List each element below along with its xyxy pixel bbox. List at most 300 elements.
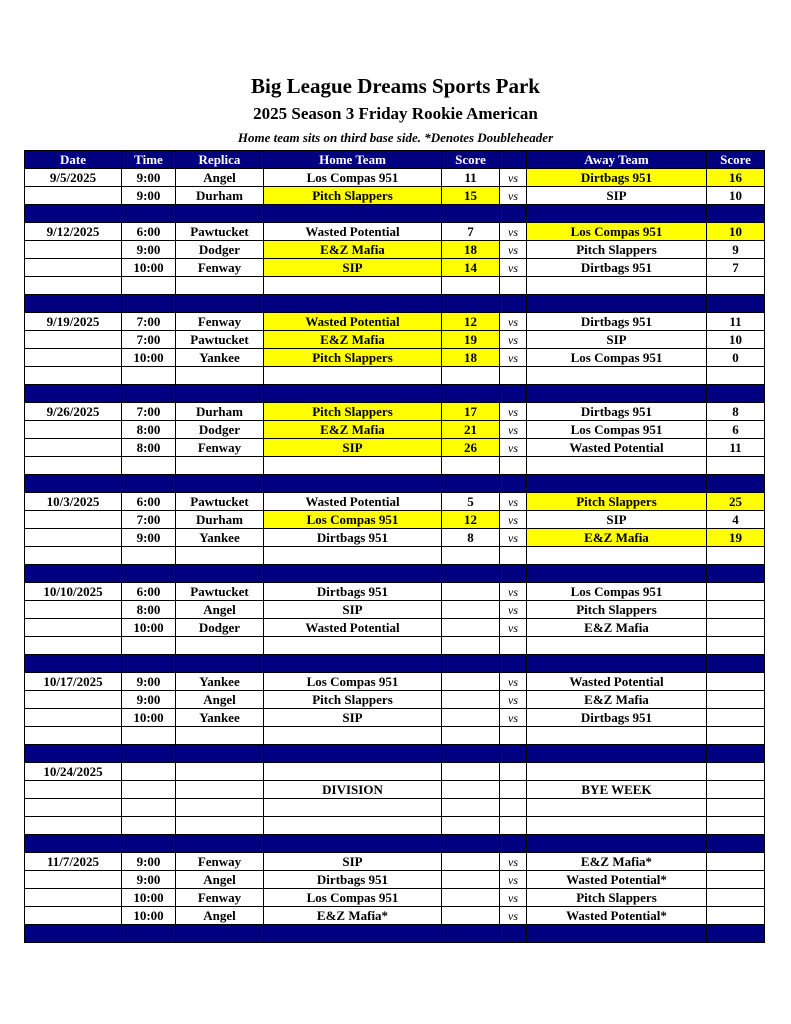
- cell-replica: Dodger: [176, 241, 264, 259]
- table-row: [25, 853, 765, 871]
- separator-cell: [264, 925, 442, 943]
- cell-vs: vs: [500, 907, 527, 925]
- blank-row: [25, 547, 765, 565]
- cell-away-team: BYE WEEK: [527, 781, 707, 799]
- cell-replica: Durham: [176, 511, 264, 529]
- cell-home-score: [442, 763, 500, 781]
- cell-home-team: SIP: [264, 259, 442, 277]
- cell-date: [25, 187, 122, 205]
- cell-date: [25, 529, 122, 547]
- cell-time: 8:00: [122, 439, 176, 457]
- blank-cell: [527, 637, 707, 655]
- table-row: [25, 313, 765, 331]
- cell-date: [25, 619, 122, 637]
- table-row: [25, 421, 765, 439]
- cell-home-team: [264, 799, 442, 817]
- blank-cell: [264, 457, 442, 475]
- cell-home-team: Wasted Potential: [264, 313, 442, 331]
- cell-home-score: 8: [442, 529, 500, 547]
- separator-cell: [176, 205, 264, 223]
- cell-date: 10/10/2025: [25, 583, 122, 601]
- blank-cell: [176, 277, 264, 295]
- cell-home-score: 14: [442, 259, 500, 277]
- cell-home-score: 7: [442, 223, 500, 241]
- cell-time: 7:00: [122, 403, 176, 421]
- blank-cell: [500, 727, 527, 745]
- blank-cell: [527, 547, 707, 565]
- cell-replica: Fenway: [176, 853, 264, 871]
- cell-time: 6:00: [122, 493, 176, 511]
- table-row: [25, 259, 765, 277]
- cell-away-score: [707, 799, 765, 817]
- cell-home-score: [442, 673, 500, 691]
- blank-cell: [527, 457, 707, 475]
- cell-time: 6:00: [122, 583, 176, 601]
- cell-home-score: [442, 799, 500, 817]
- blank-cell: [264, 367, 442, 385]
- cell-vs: vs: [500, 421, 527, 439]
- cell-time: 10:00: [122, 259, 176, 277]
- table-header-row: [25, 151, 765, 169]
- separator-cell: [527, 205, 707, 223]
- cell-time: [122, 781, 176, 799]
- blank-row: [25, 727, 765, 745]
- cell-home-score: 26: [442, 439, 500, 457]
- cell-home-score: [442, 781, 500, 799]
- cell-home-score: 15: [442, 187, 500, 205]
- cell-date: [25, 241, 122, 259]
- cell-vs: vs: [500, 331, 527, 349]
- cell-away-score: 11: [707, 313, 765, 331]
- separator-cell: [122, 385, 176, 403]
- cell-vs: vs: [500, 583, 527, 601]
- separator-cell: [500, 385, 527, 403]
- cell-away-team: Pitch Slappers: [527, 889, 707, 907]
- cell-vs: vs: [500, 673, 527, 691]
- cell-replica: [176, 763, 264, 781]
- blank-cell: [500, 547, 527, 565]
- separator-cell: [500, 835, 527, 853]
- col-header-date: Date: [25, 151, 122, 169]
- week-separator: [25, 565, 765, 583]
- table-row: [25, 907, 765, 925]
- blank-cell: [176, 457, 264, 475]
- schedule-body: [25, 169, 765, 943]
- separator-cell: [264, 205, 442, 223]
- cell-away-score: [707, 583, 765, 601]
- separator-cell: [176, 475, 264, 493]
- cell-home-team: [264, 763, 442, 781]
- table-row: [25, 349, 765, 367]
- cell-time: 8:00: [122, 421, 176, 439]
- cell-home-score: 18: [442, 241, 500, 259]
- cell-home-team: SIP: [264, 601, 442, 619]
- blank-cell: [176, 637, 264, 655]
- blank-cell: [264, 637, 442, 655]
- blank-cell: [176, 817, 264, 835]
- blank-cell: [527, 727, 707, 745]
- cell-away-team: [527, 763, 707, 781]
- separator-cell: [122, 925, 176, 943]
- blank-cell: [122, 637, 176, 655]
- separator-cell: [122, 565, 176, 583]
- cell-away-score: 25: [707, 493, 765, 511]
- cell-home-score: 12: [442, 313, 500, 331]
- table-row: [25, 169, 765, 187]
- cell-away-team: Wasted Potential*: [527, 907, 707, 925]
- cell-home-team: Pitch Slappers: [264, 187, 442, 205]
- table-row: [25, 529, 765, 547]
- cell-vs: vs: [500, 241, 527, 259]
- cell-date: [25, 889, 122, 907]
- separator-cell: [707, 475, 765, 493]
- cell-home-team: Dirtbags 951: [264, 529, 442, 547]
- table-row: [25, 331, 765, 349]
- blank-cell: [500, 277, 527, 295]
- blank-cell: [707, 457, 765, 475]
- blank-cell: [500, 817, 527, 835]
- blank-cell: [442, 367, 500, 385]
- cell-vs: vs: [500, 187, 527, 205]
- cell-replica: Angel: [176, 871, 264, 889]
- cell-vs: vs: [500, 511, 527, 529]
- cell-time: [122, 799, 176, 817]
- table-row: [25, 493, 765, 511]
- cell-home-score: 18: [442, 349, 500, 367]
- blank-cell: [25, 547, 122, 565]
- cell-vs: vs: [500, 169, 527, 187]
- separator-cell: [25, 475, 122, 493]
- cell-time: 9:00: [122, 529, 176, 547]
- blank-cell: [122, 547, 176, 565]
- cell-away-score: 10: [707, 187, 765, 205]
- cell-home-score: [442, 601, 500, 619]
- cell-away-score: 11: [707, 439, 765, 457]
- separator-cell: [25, 385, 122, 403]
- cell-away-team: Pitch Slappers: [527, 601, 707, 619]
- separator-cell: [176, 835, 264, 853]
- cell-date: [25, 259, 122, 277]
- cell-replica: Durham: [176, 187, 264, 205]
- cell-date: [25, 781, 122, 799]
- cell-date: [25, 907, 122, 925]
- cell-date: [25, 349, 122, 367]
- separator-cell: [264, 295, 442, 313]
- cell-replica: Angel: [176, 169, 264, 187]
- cell-away-team: Dirtbags 951: [527, 313, 707, 331]
- cell-vs: [500, 799, 527, 817]
- separator-cell: [442, 745, 500, 763]
- separator-cell: [264, 475, 442, 493]
- cell-time: 9:00: [122, 871, 176, 889]
- cell-home-team: SIP: [264, 853, 442, 871]
- separator-cell: [527, 565, 707, 583]
- cell-home-score: [442, 889, 500, 907]
- cell-away-score: 7: [707, 259, 765, 277]
- blank-row: [25, 457, 765, 475]
- blank-row: [25, 637, 765, 655]
- cell-away-team: Wasted Potential: [527, 439, 707, 457]
- cell-time: 9:00: [122, 673, 176, 691]
- week-separator: [25, 835, 765, 853]
- cell-home-score: [442, 907, 500, 925]
- blank-cell: [707, 277, 765, 295]
- separator-cell: [25, 925, 122, 943]
- separator-cell: [707, 295, 765, 313]
- cell-away-score: 16: [707, 169, 765, 187]
- cell-replica: Durham: [176, 403, 264, 421]
- separator-cell: [25, 295, 122, 313]
- cell-away-team: Wasted Potential*: [527, 871, 707, 889]
- cell-time: 9:00: [122, 187, 176, 205]
- cell-date: [25, 799, 122, 817]
- blank-cell: [442, 727, 500, 745]
- blank-cell: [25, 457, 122, 475]
- cell-time: 8:00: [122, 601, 176, 619]
- cell-away-team: E&Z Mafia: [527, 691, 707, 709]
- cell-date: [25, 331, 122, 349]
- separator-cell: [442, 655, 500, 673]
- cell-time: 10:00: [122, 619, 176, 637]
- blank-cell: [500, 457, 527, 475]
- cell-away-team: Dirtbags 951: [527, 403, 707, 421]
- blank-cell: [527, 367, 707, 385]
- week-separator: [25, 475, 765, 493]
- cell-vs: vs: [500, 349, 527, 367]
- cell-home-team: Wasted Potential: [264, 619, 442, 637]
- blank-cell: [527, 817, 707, 835]
- cell-away-team: Dirtbags 951: [527, 259, 707, 277]
- cell-time: 9:00: [122, 169, 176, 187]
- separator-cell: [25, 745, 122, 763]
- separator-cell: [527, 385, 707, 403]
- cell-home-score: [442, 853, 500, 871]
- separator-cell: [264, 745, 442, 763]
- blank-cell: [707, 817, 765, 835]
- cell-away-team: Los Compas 951: [527, 421, 707, 439]
- cell-vs: vs: [500, 313, 527, 331]
- cell-away-team: E&Z Mafia: [527, 529, 707, 547]
- cell-home-team: E&Z Mafia: [264, 331, 442, 349]
- cell-vs: vs: [500, 871, 527, 889]
- blank-cell: [527, 277, 707, 295]
- cell-replica: [176, 781, 264, 799]
- week-separator: [25, 925, 765, 943]
- blank-cell: [122, 277, 176, 295]
- blank-cell: [176, 367, 264, 385]
- separator-cell: [707, 655, 765, 673]
- separator-cell: [264, 565, 442, 583]
- cell-replica: Angel: [176, 907, 264, 925]
- cell-home-team: Los Compas 951: [264, 169, 442, 187]
- cell-home-team: Wasted Potential: [264, 223, 442, 241]
- cell-vs: vs: [500, 259, 527, 277]
- cell-home-score: 11: [442, 169, 500, 187]
- table-row: [25, 583, 765, 601]
- separator-cell: [176, 745, 264, 763]
- blank-cell: [25, 277, 122, 295]
- cell-date: [25, 691, 122, 709]
- cell-away-score: 4: [707, 511, 765, 529]
- blank-cell: [264, 817, 442, 835]
- table-row: [25, 799, 765, 817]
- cell-date: 11/7/2025: [25, 853, 122, 871]
- cell-time: 9:00: [122, 853, 176, 871]
- blank-cell: [264, 727, 442, 745]
- cell-date: 10/24/2025: [25, 763, 122, 781]
- separator-cell: [442, 295, 500, 313]
- separator-cell: [707, 835, 765, 853]
- blank-cell: [122, 367, 176, 385]
- cell-away-score: 19: [707, 529, 765, 547]
- table-row: [25, 601, 765, 619]
- cell-away-score: [707, 673, 765, 691]
- week-separator: [25, 205, 765, 223]
- blank-cell: [707, 727, 765, 745]
- cell-time: 10:00: [122, 907, 176, 925]
- cell-home-team: Dirtbags 951: [264, 583, 442, 601]
- cell-date: [25, 601, 122, 619]
- cell-home-score: 19: [442, 331, 500, 349]
- blank-cell: [442, 817, 500, 835]
- cell-replica: Yankee: [176, 529, 264, 547]
- col-header-replica: Replica: [176, 151, 264, 169]
- blank-row: [25, 277, 765, 295]
- cell-replica: Yankee: [176, 709, 264, 727]
- separator-cell: [442, 835, 500, 853]
- cell-home-team: SIP: [264, 709, 442, 727]
- cell-away-score: [707, 619, 765, 637]
- cell-time: 7:00: [122, 331, 176, 349]
- table-row: [25, 403, 765, 421]
- blank-cell: [707, 637, 765, 655]
- cell-away-team: SIP: [527, 511, 707, 529]
- cell-away-score: [707, 601, 765, 619]
- separator-cell: [176, 385, 264, 403]
- col-header-away-score: Score: [707, 151, 765, 169]
- schedule-table: [24, 150, 765, 943]
- cell-date: 9/26/2025: [25, 403, 122, 421]
- cell-away-score: 10: [707, 331, 765, 349]
- cell-replica: Angel: [176, 601, 264, 619]
- cell-replica: Dodger: [176, 619, 264, 637]
- cell-away-team: SIP: [527, 331, 707, 349]
- cell-away-score: [707, 871, 765, 889]
- blank-cell: [264, 277, 442, 295]
- cell-home-team: Wasted Potential: [264, 493, 442, 511]
- cell-vs: vs: [500, 223, 527, 241]
- blank-cell: [176, 547, 264, 565]
- cell-time: 9:00: [122, 241, 176, 259]
- separator-cell: [176, 565, 264, 583]
- cell-vs: vs: [500, 709, 527, 727]
- blank-cell: [707, 367, 765, 385]
- cell-replica: Fenway: [176, 439, 264, 457]
- cell-replica: Angel: [176, 691, 264, 709]
- separator-cell: [25, 205, 122, 223]
- cell-home-score: [442, 871, 500, 889]
- cell-time: 9:00: [122, 691, 176, 709]
- cell-date: 10/3/2025: [25, 493, 122, 511]
- table-row: [25, 781, 765, 799]
- blank-cell: [122, 727, 176, 745]
- cell-home-team: Pitch Slappers: [264, 691, 442, 709]
- cell-away-score: 9: [707, 241, 765, 259]
- separator-cell: [25, 565, 122, 583]
- separator-cell: [176, 295, 264, 313]
- cell-replica: Pawtucket: [176, 223, 264, 241]
- week-separator: [25, 655, 765, 673]
- cell-time: 10:00: [122, 349, 176, 367]
- cell-replica: Fenway: [176, 889, 264, 907]
- cell-home-team: Pitch Slappers: [264, 403, 442, 421]
- separator-cell: [442, 925, 500, 943]
- cell-home-team: Los Compas 951: [264, 889, 442, 907]
- cell-away-score: [707, 709, 765, 727]
- cell-vs: vs: [500, 853, 527, 871]
- cell-home-team: SIP: [264, 439, 442, 457]
- cell-away-team: Dirtbags 951: [527, 169, 707, 187]
- separator-cell: [122, 655, 176, 673]
- cell-away-score: 10: [707, 223, 765, 241]
- separator-cell: [500, 565, 527, 583]
- cell-home-team: E&Z Mafia: [264, 421, 442, 439]
- separator-cell: [264, 835, 442, 853]
- cell-away-team: Pitch Slappers: [527, 241, 707, 259]
- cell-home-score: [442, 619, 500, 637]
- separator-cell: [527, 925, 707, 943]
- cell-date: 10/17/2025: [25, 673, 122, 691]
- cell-replica: Yankee: [176, 349, 264, 367]
- blank-cell: [707, 547, 765, 565]
- cell-replica: Pawtucket: [176, 493, 264, 511]
- cell-date: [25, 421, 122, 439]
- blank-cell: [500, 637, 527, 655]
- cell-date: 9/5/2025: [25, 169, 122, 187]
- cell-vs: [500, 781, 527, 799]
- separator-cell: [176, 655, 264, 673]
- separator-cell: [707, 385, 765, 403]
- separator-cell: [500, 925, 527, 943]
- cell-home-score: [442, 583, 500, 601]
- blank-cell: [442, 457, 500, 475]
- cell-date: [25, 439, 122, 457]
- cell-vs: vs: [500, 403, 527, 421]
- cell-replica: Fenway: [176, 313, 264, 331]
- cell-away-team: Wasted Potential: [527, 673, 707, 691]
- separator-cell: [500, 475, 527, 493]
- col-header-home-team: Home Team: [264, 151, 442, 169]
- table-row: [25, 241, 765, 259]
- cell-home-team: Los Compas 951: [264, 511, 442, 529]
- cell-time: 7:00: [122, 313, 176, 331]
- cell-away-team: Los Compas 951: [527, 349, 707, 367]
- page-subtitle: 2025 Season 3 Friday Rookie American: [253, 104, 538, 123]
- cell-home-team: Pitch Slappers: [264, 349, 442, 367]
- separator-cell: [707, 925, 765, 943]
- page-title: Big League Dreams Sports Park: [251, 74, 540, 98]
- cell-vs: vs: [500, 439, 527, 457]
- cell-replica: Pawtucket: [176, 583, 264, 601]
- separator-cell: [527, 745, 707, 763]
- cell-replica: Dodger: [176, 421, 264, 439]
- cell-away-score: [707, 691, 765, 709]
- cell-date: 9/19/2025: [25, 313, 122, 331]
- col-header-home-score: Score: [442, 151, 500, 169]
- blank-cell: [442, 547, 500, 565]
- cell-away-team: SIP: [527, 187, 707, 205]
- cell-home-score: 17: [442, 403, 500, 421]
